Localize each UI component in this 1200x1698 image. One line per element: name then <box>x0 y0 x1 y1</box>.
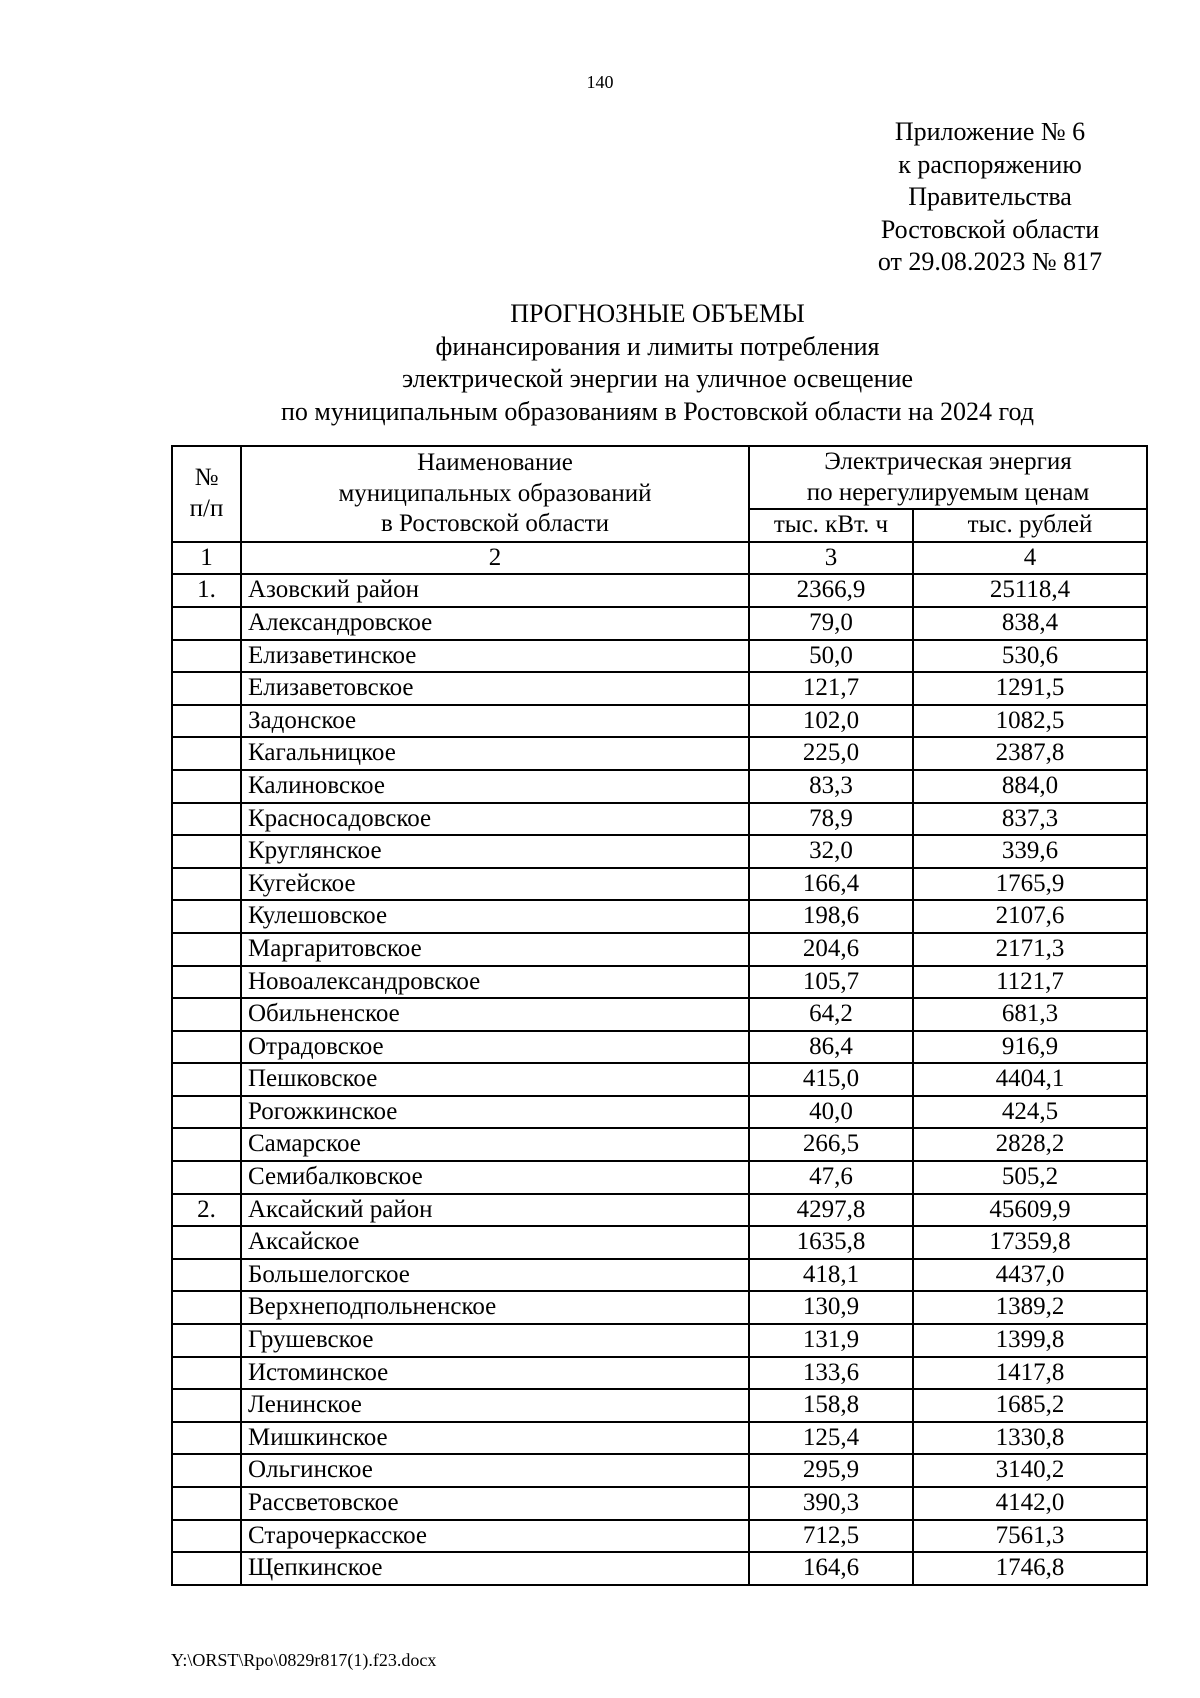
document-title <box>0 298 1200 428</box>
cost-rub: 7561,3 <box>913 1520 1147 1553</box>
municipality-name: Рогожкинское <box>241 1096 749 1129</box>
cost-rub: 505,2 <box>913 1161 1147 1194</box>
cost-rub: 1082,5 <box>913 705 1147 738</box>
municipality-name: Александровское <box>241 607 749 640</box>
energy-kwh: 79,0 <box>749 607 913 640</box>
forecast-table <box>171 445 1148 1586</box>
cost-rub: 916,9 <box>913 1031 1147 1064</box>
municipality-name: Красносадовское <box>241 803 749 836</box>
header-energy <box>749 446 1147 509</box>
municipality-name: Елизаветовское <box>241 672 749 705</box>
energy-kwh: 131,9 <box>749 1324 913 1357</box>
row-number <box>172 1096 241 1129</box>
municipality-name: Задонское <box>241 705 749 738</box>
appendix-line: Ростовской области <box>880 214 1100 244</box>
header-num-line: № <box>194 464 219 492</box>
table-row <box>172 1259 1147 1292</box>
header-energy-line: Электрическая энергия <box>824 448 1072 475</box>
cost-rub: 1330,8 <box>913 1422 1147 1455</box>
table-row <box>172 1194 1147 1227</box>
header-energy-line: по нерегулируемым ценам <box>806 478 1090 506</box>
appendix-line: к распоряжению <box>898 149 1082 179</box>
table-row <box>172 803 1147 836</box>
header-unit-rub: тыс. рублей <box>913 509 1147 542</box>
table-row <box>172 1520 1147 1553</box>
table-row <box>172 966 1147 999</box>
energy-kwh: 86,4 <box>749 1031 913 1064</box>
cost-rub: 1389,2 <box>913 1291 1147 1324</box>
row-number <box>172 1520 241 1553</box>
row-number <box>172 1128 241 1161</box>
cost-rub: 424,5 <box>913 1096 1147 1129</box>
row-number <box>172 868 241 901</box>
energy-kwh: 164,6 <box>749 1552 913 1585</box>
table-row <box>172 1357 1147 1390</box>
energy-kwh: 390,3 <box>749 1487 913 1520</box>
table-row <box>172 1096 1147 1129</box>
municipality-name: Старочеркасское <box>241 1520 749 1553</box>
table-row <box>172 1389 1147 1422</box>
table-row <box>172 607 1147 640</box>
cost-rub: 837,3 <box>913 803 1147 836</box>
column-number: 2 <box>241 542 749 575</box>
column-number: 1 <box>172 542 241 575</box>
municipality-name: Новоалександровское <box>241 966 749 999</box>
energy-kwh: 133,6 <box>749 1357 913 1390</box>
cost-rub: 4437,0 <box>913 1259 1147 1292</box>
energy-kwh: 121,7 <box>749 672 913 705</box>
cost-rub: 1399,8 <box>913 1324 1147 1357</box>
row-number <box>172 1357 241 1390</box>
energy-kwh: 47,6 <box>749 1161 913 1194</box>
energy-kwh: 125,4 <box>749 1422 913 1455</box>
row-number <box>172 1324 241 1357</box>
cost-rub: 1291,5 <box>913 672 1147 705</box>
row-number <box>172 900 241 933</box>
row-number <box>172 1031 241 1064</box>
header-name-line: Наименование <box>417 449 573 476</box>
municipality-name: Отрадовское <box>241 1031 749 1064</box>
cost-rub: 4142,0 <box>913 1487 1147 1520</box>
municipality-name: Кулешовское <box>241 900 749 933</box>
energy-kwh: 130,9 <box>749 1291 913 1324</box>
municipality-name: Аксайский район <box>241 1194 749 1227</box>
cost-rub: 25118,4 <box>913 574 1147 607</box>
header-num <box>172 446 241 542</box>
municipality-name: Ольгинское <box>241 1454 749 1487</box>
table-row <box>172 574 1147 607</box>
table-row <box>172 1161 1147 1194</box>
energy-kwh: 32,0 <box>749 835 913 868</box>
energy-kwh: 415,0 <box>749 1063 913 1096</box>
table-row <box>172 1063 1147 1096</box>
energy-kwh: 158,8 <box>749 1389 913 1422</box>
cost-rub: 3140,2 <box>913 1454 1147 1487</box>
header-name <box>241 446 749 542</box>
energy-kwh: 198,6 <box>749 900 913 933</box>
table-row <box>172 998 1147 1031</box>
table-row <box>172 1422 1147 1455</box>
row-number <box>172 1552 241 1585</box>
file-path-footer: Y:\ORST\Rpo\0829r817(1).f23.docx <box>171 1650 437 1670</box>
appendix-block <box>840 116 1140 279</box>
cost-rub: 1685,2 <box>913 1389 1147 1422</box>
row-number <box>172 705 241 738</box>
header-name-line: муниципальных образований <box>338 479 652 507</box>
energy-kwh: 295,9 <box>749 1454 913 1487</box>
energy-kwh: 266,5 <box>749 1128 913 1161</box>
energy-kwh: 166,4 <box>749 868 913 901</box>
row-number <box>172 1259 241 1292</box>
energy-kwh: 1635,8 <box>749 1226 913 1259</box>
table-row <box>172 1226 1147 1259</box>
cost-rub: 1765,9 <box>913 868 1147 901</box>
row-number <box>172 737 241 770</box>
row-number <box>172 835 241 868</box>
cost-rub: 1746,8 <box>913 1552 1147 1585</box>
energy-kwh: 4297,8 <box>749 1194 913 1227</box>
table-row <box>172 868 1147 901</box>
municipality-name: Ленинское <box>241 1389 749 1422</box>
row-number: 2. <box>172 1194 241 1227</box>
energy-kwh: 225,0 <box>749 737 913 770</box>
table-row <box>172 705 1147 738</box>
table-body <box>172 574 1147 1584</box>
header-unit-kwh: тыс. кВт. ч <box>749 509 913 542</box>
table-row <box>172 1031 1147 1064</box>
column-number: 3 <box>749 542 913 575</box>
header-name-line: в Ростовской области <box>381 510 609 538</box>
appendix-line: Приложение № 6 <box>894 117 1086 146</box>
cost-rub: 339,6 <box>913 835 1147 868</box>
cost-rub: 2387,8 <box>913 737 1147 770</box>
header-num-line: п/п <box>189 494 224 522</box>
row-number <box>172 1454 241 1487</box>
row-number <box>172 1389 241 1422</box>
row-number <box>172 770 241 803</box>
row-number <box>172 1422 241 1455</box>
municipality-name: Грушевское <box>241 1324 749 1357</box>
title-line: электрической энергии на уличное освещение <box>401 364 914 393</box>
row-number <box>172 933 241 966</box>
energy-kwh: 418,1 <box>749 1259 913 1292</box>
row-number <box>172 1161 241 1194</box>
energy-kwh: 102,0 <box>749 705 913 738</box>
municipality-name: Елизаветинское <box>241 640 749 673</box>
cost-rub: 838,4 <box>913 607 1147 640</box>
energy-kwh: 40,0 <box>749 1096 913 1129</box>
municipality-name: Маргаритовское <box>241 933 749 966</box>
cost-rub: 1121,7 <box>913 966 1147 999</box>
row-number <box>172 1226 241 1259</box>
table-row <box>172 1552 1147 1585</box>
row-number <box>172 1063 241 1096</box>
municipality-name: Самарское <box>241 1128 749 1161</box>
title-line: финансирования и лимиты потребления <box>435 331 880 361</box>
cost-rub: 4404,1 <box>913 1063 1147 1096</box>
appendix-line: Правительства <box>908 182 1072 211</box>
municipality-name: Обильненское <box>241 998 749 1031</box>
energy-kwh: 204,6 <box>749 933 913 966</box>
row-number <box>172 1487 241 1520</box>
energy-kwh: 64,2 <box>749 998 913 1031</box>
appendix-line: от 29.08.2023 № 817 <box>877 247 1103 276</box>
table-row <box>172 672 1147 705</box>
table-row <box>172 737 1147 770</box>
cost-rub: 2107,6 <box>913 900 1147 933</box>
table-row <box>172 1128 1147 1161</box>
municipality-name: Калиновское <box>241 770 749 803</box>
cost-rub: 17359,8 <box>913 1226 1147 1259</box>
table-row <box>172 1487 1147 1520</box>
municipality-name: Истоминское <box>241 1357 749 1390</box>
municipality-name: Азовский район <box>241 574 749 607</box>
municipality-name: Кугейское <box>241 868 749 901</box>
energy-kwh: 50,0 <box>749 640 913 673</box>
row-number: 1. <box>172 574 241 607</box>
municipality-name: Рассветовское <box>241 1487 749 1520</box>
table-row <box>172 640 1147 673</box>
municipality-name: Кагальницкое <box>241 737 749 770</box>
row-number <box>172 1291 241 1324</box>
cost-rub: 1417,8 <box>913 1357 1147 1390</box>
cost-rub: 45609,9 <box>913 1194 1147 1227</box>
cost-rub: 2828,2 <box>913 1128 1147 1161</box>
title-line: по муниципальным образованиям в Ростовской области на 2024 год <box>280 396 1035 426</box>
table-row <box>172 1291 1147 1324</box>
table-row <box>172 1324 1147 1357</box>
energy-kwh: 78,9 <box>749 803 913 836</box>
row-number <box>172 998 241 1031</box>
row-number <box>172 672 241 705</box>
row-number <box>172 607 241 640</box>
municipality-name: Круглянское <box>241 835 749 868</box>
column-number: 4 <box>913 542 1147 575</box>
table-row <box>172 835 1147 868</box>
municipality-name: Верхнеподпольненское <box>241 1291 749 1324</box>
municipality-name: Семибалковское <box>241 1161 749 1194</box>
table-row <box>172 900 1147 933</box>
row-number <box>172 640 241 673</box>
municipality-name: Пешковское <box>241 1063 749 1096</box>
energy-kwh: 2366,9 <box>749 574 913 607</box>
municipality-name: Мишкинское <box>241 1422 749 1455</box>
title-line: ПРОГНОЗНЫЕ ОБЪЕМЫ <box>510 299 805 328</box>
page-number: 140 <box>586 72 614 92</box>
cost-rub: 884,0 <box>913 770 1147 803</box>
energy-kwh: 105,7 <box>749 966 913 999</box>
energy-kwh: 83,3 <box>749 770 913 803</box>
row-number <box>172 966 241 999</box>
municipality-name: Аксайское <box>241 1226 749 1259</box>
row-number <box>172 803 241 836</box>
municipality-name: Щепкинское <box>241 1552 749 1585</box>
table-row <box>172 770 1147 803</box>
table-row <box>172 933 1147 966</box>
cost-rub: 2171,3 <box>913 933 1147 966</box>
cost-rub: 530,6 <box>913 640 1147 673</box>
municipality-name: Большелогское <box>241 1259 749 1292</box>
cost-rub: 681,3 <box>913 998 1147 1031</box>
table-row <box>172 1454 1147 1487</box>
energy-kwh: 712,5 <box>749 1520 913 1553</box>
